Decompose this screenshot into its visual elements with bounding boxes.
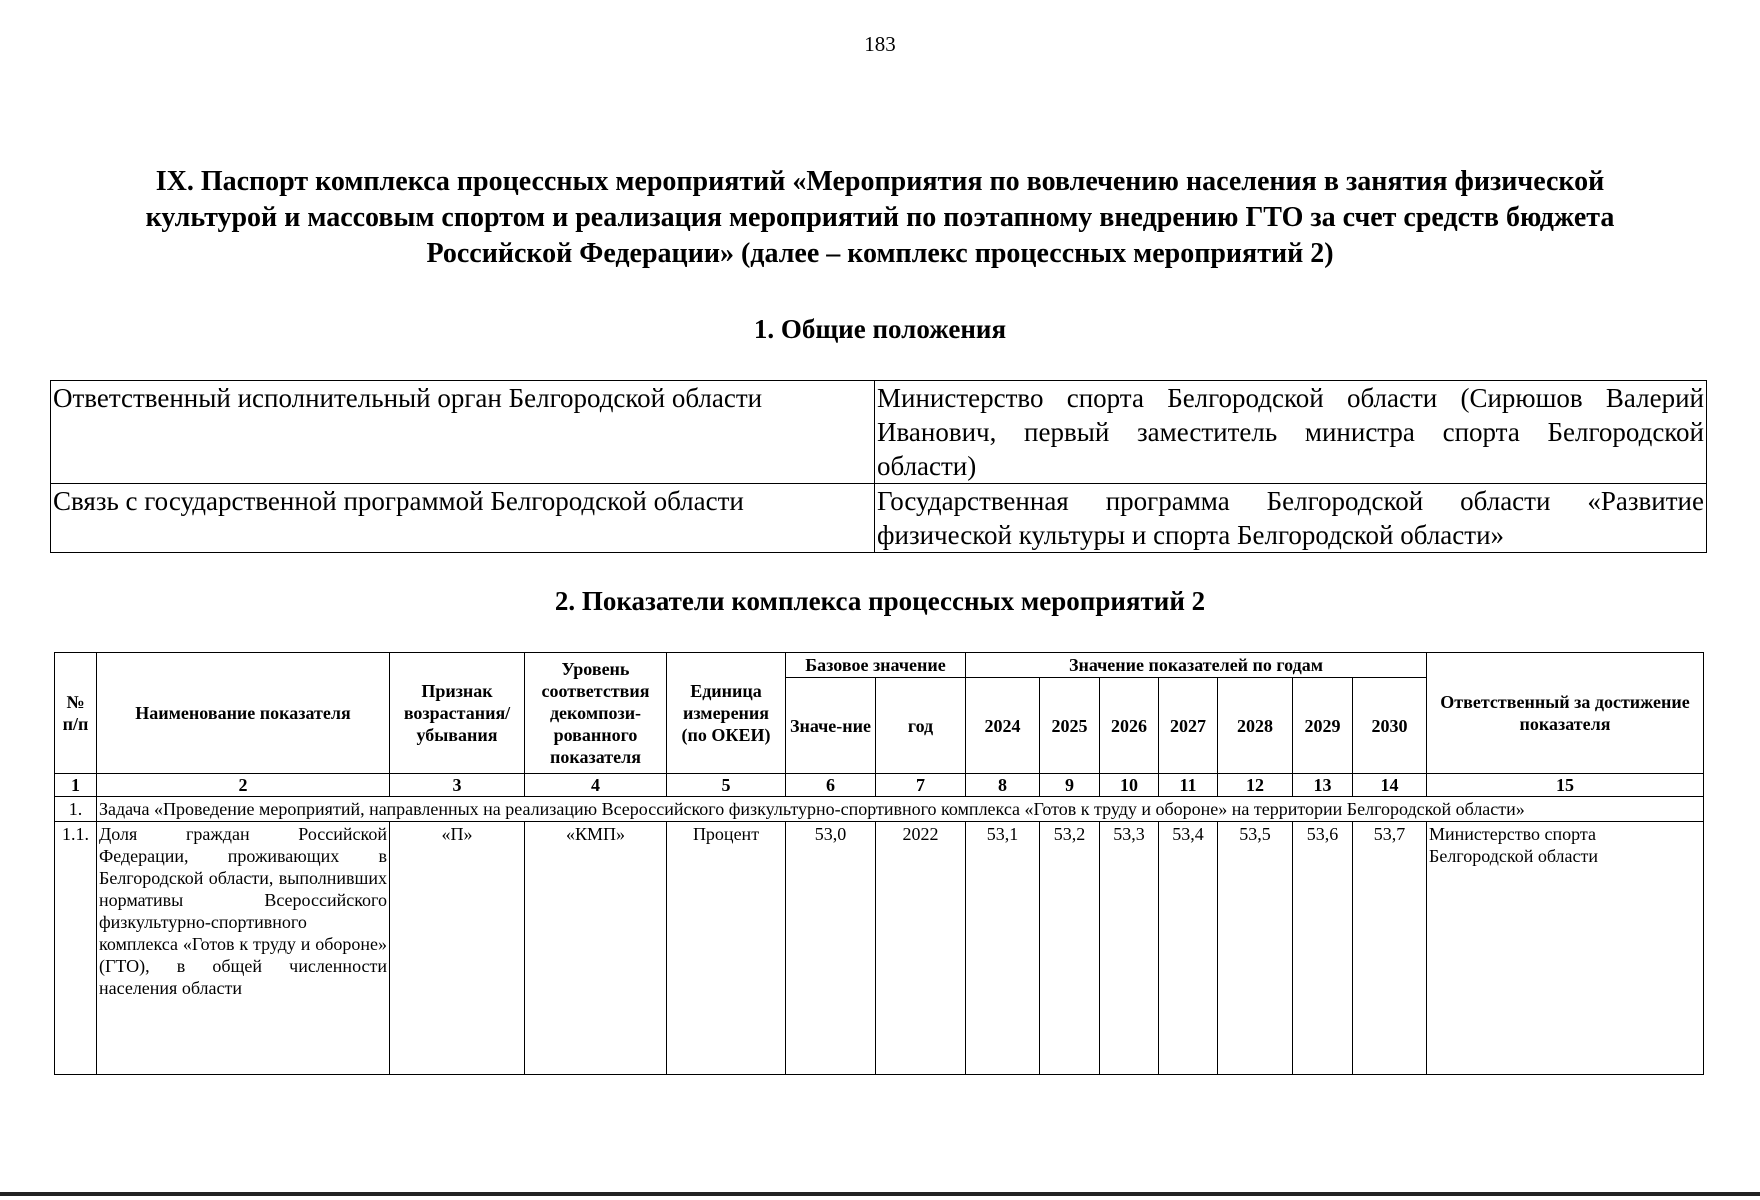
document-title: IX. Паспорт комплекса процессных мероприятий «Мероприятия по вовлечению населения в занятия физической культурой и массовым спортом и реализация мероприятий по поэтапному внедрению ГТО за счет средств бюджета Российской Федерации» (далее – комплекс процессных мероприятий 2) (145, 166, 1615, 269)
column-number: 6 (786, 774, 876, 797)
base-year: 2022 (876, 822, 966, 1075)
section-2-heading: 2. Показатели комплекса процессных мероприятий 2 (554, 586, 1206, 616)
header-year: 2024 (966, 678, 1040, 774)
general-label-program: Связь с государственной программой Белгородской области (51, 484, 875, 553)
row-number: 1.1. (55, 822, 97, 1075)
indicator-level: «КМП» (525, 822, 667, 1075)
column-number: 1 (55, 774, 97, 797)
year-value: 53,7 (1353, 822, 1427, 1075)
year-value: 53,5 (1218, 822, 1293, 1075)
column-number-row (55, 774, 1704, 797)
header-years-group: Значение показателей по годам (966, 653, 1427, 678)
header-base-value: Значе-ние (786, 678, 876, 774)
header-sign: Признак возрастания/ убывания (390, 653, 525, 774)
header-responsible: Ответственный за достижение показателя (1427, 653, 1704, 774)
header-year: 2027 (1159, 678, 1218, 774)
year-value: 53,1 (966, 822, 1040, 1075)
general-row-program (51, 484, 1707, 553)
column-number: 2 (97, 774, 390, 797)
base-value: 53,0 (786, 822, 876, 1075)
year-value: 53,2 (1040, 822, 1100, 1075)
indicator-unit: Процент (667, 822, 786, 1075)
header-num: № п/п (55, 653, 97, 774)
task-number: 1. (55, 797, 97, 822)
column-number: 3 (390, 774, 525, 797)
task-text: Задача «Проведение мероприятий, направленных на реализацию Всероссийского физкультурно-спортивного комплекса «Готов к труду и обороне» на территории Белгородской области» (97, 797, 1704, 822)
header-year: 2026 (1100, 678, 1159, 774)
column-number: 13 (1293, 774, 1353, 797)
header-base-group: Базовое значение (786, 653, 966, 678)
indicator-name: Доля граждан Российской Федерации, проживающих в Белгородской области, выполнивших нормативы Всероссийского физкультурно-спортивного комплекса «Готов к труду и обороне» (ГТО), в общей численности населения области (97, 822, 390, 1075)
column-number: 12 (1218, 774, 1293, 797)
page-number: 183 (864, 32, 896, 56)
task-row (55, 797, 1704, 822)
header-unit: Единица измерения (по ОКЕИ) (667, 653, 786, 774)
year-value: 53,3 (1100, 822, 1159, 1075)
year-value: 53,4 (1159, 822, 1218, 1075)
bottom-divider (0, 1192, 1760, 1196)
indicators-table (54, 652, 1704, 1075)
column-number: 11 (1159, 774, 1218, 797)
general-value-responsible: Министерство спорта Белгородской области (Сирюшов Валерий Иванович, первый заместитель министра спорта Белгородской области) (875, 381, 1707, 484)
header-row-1 (55, 653, 1704, 678)
indicator-sign: «П» (390, 822, 525, 1075)
header-year: 2030 (1353, 678, 1427, 774)
column-number: 15 (1427, 774, 1704, 797)
column-number: 10 (1100, 774, 1159, 797)
column-number: 5 (667, 774, 786, 797)
general-value-program: Государственная программа Белгородской области «Развитие физической культуры и спорта Белгородской области» (875, 484, 1707, 553)
column-number: 14 (1353, 774, 1427, 797)
section-1-heading: 1. Общие положения (753, 314, 1007, 344)
header-year: 2029 (1293, 678, 1353, 774)
general-row-responsible (51, 381, 1707, 484)
header-level: Уровень соответствия декомпози-рованного показателя (525, 653, 667, 774)
column-number: 4 (525, 774, 667, 797)
header-name: Наименование показателя (97, 653, 390, 774)
header-year: 2025 (1040, 678, 1100, 774)
header-year: 2028 (1218, 678, 1293, 774)
column-number: 7 (876, 774, 966, 797)
year-value: 53,6 (1293, 822, 1353, 1075)
header-base-year: год (876, 678, 966, 774)
general-provisions-table (50, 380, 1707, 553)
table-row (55, 822, 1704, 1075)
column-number: 8 (966, 774, 1040, 797)
responsible-body: Министерство спорта Белгородской области (1427, 822, 1704, 1075)
general-label-responsible: Ответственный исполнительный орган Белгородской области (51, 381, 875, 484)
column-number: 9 (1040, 774, 1100, 797)
